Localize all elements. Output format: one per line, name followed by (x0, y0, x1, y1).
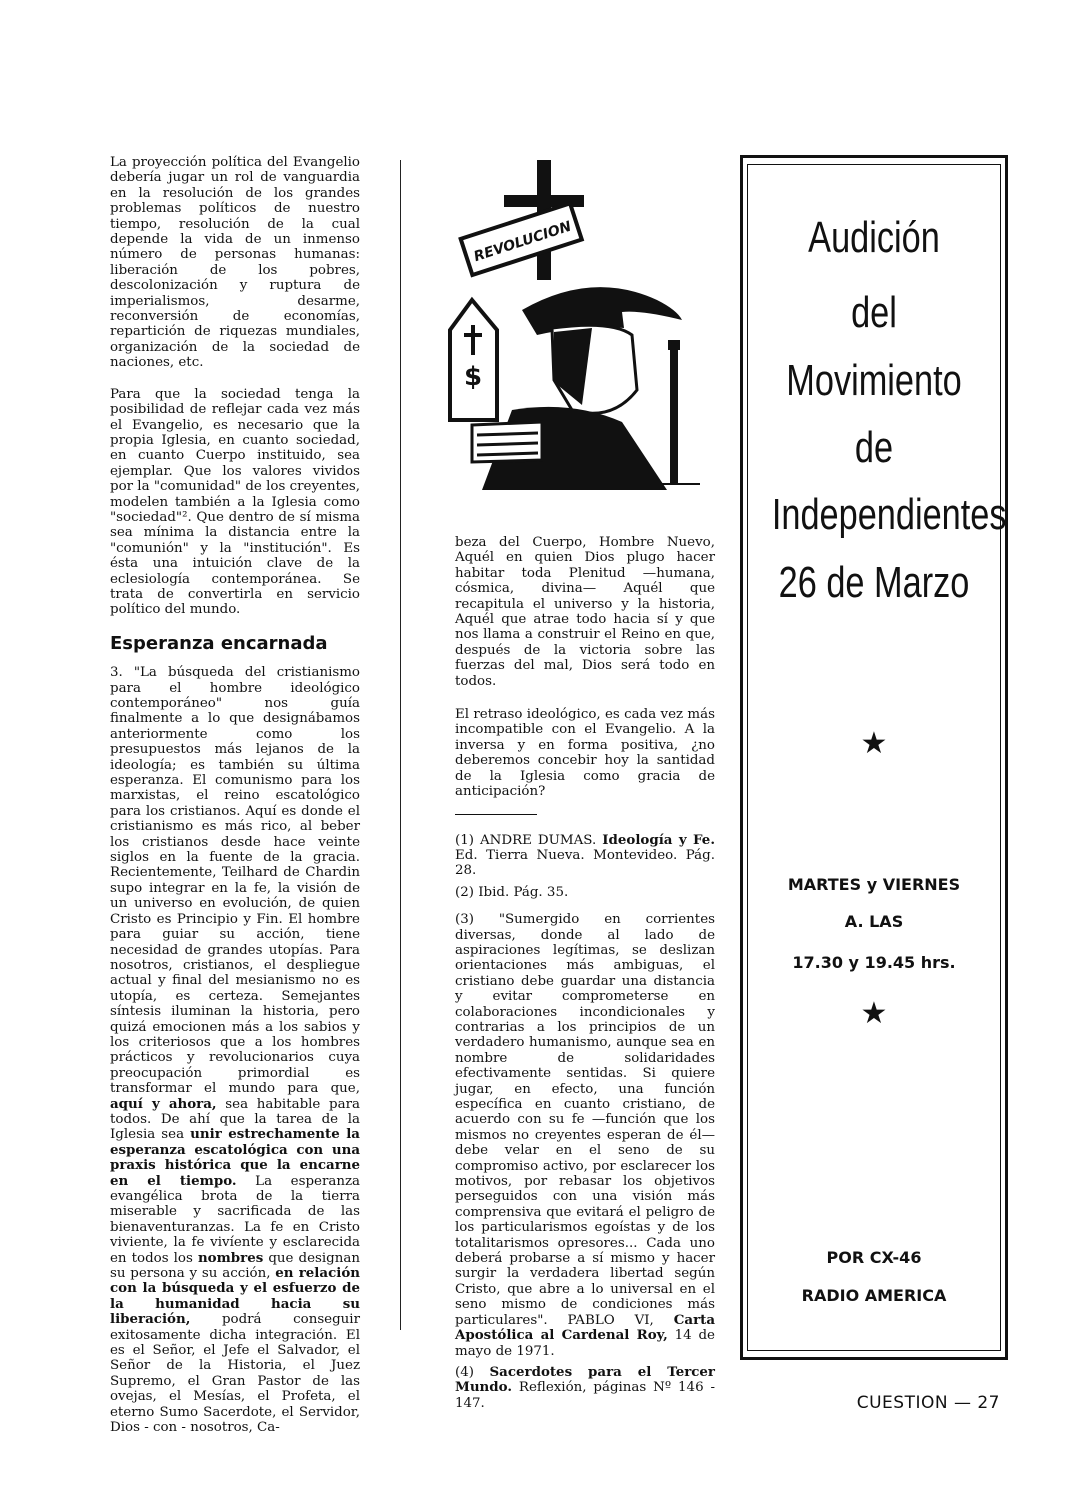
text-run: (4) (455, 1364, 474, 1380)
revolution-illustration (442, 160, 702, 490)
footnote-2: (2) Ibid. Pág. 35. (455, 884, 569, 900)
emphasis: Ideología y Fe. (602, 831, 715, 848)
ad-title-line: de (854, 423, 894, 472)
radio-advertisement (740, 155, 1008, 1360)
text-run: podrá conseguir exitosamente dicha integración. El es el Señor, el Jefe el Salvador, el Señor de la Historia, el Juez Supremo, el Gran Pastor de las ovejas, el Mesías, el Profeta, el eterno Sumo Sacerdote, el Servidor, Dios - con - nosotros, Ca- (110, 1312, 360, 1436)
text-run: 14 de mayo de 1971. (455, 1328, 715, 1359)
emphasis: nombres (197, 1249, 264, 1266)
emphasis: en relación con la búsqueda y el esfuerzo de la humanidad hacia su liberación, (110, 1265, 360, 1328)
text-run: (1) ANDRE DUMAS. (455, 832, 597, 848)
text-run: 3. "La búsqueda del cristianismo para el hombre ideológico contemporáneo" nos guía finalmente a lo que designábamos anteriormente como los presupuestos más lejanos de la ideología; es también su última esperanza. El comunismo para los marxistas, el reino escatológico para los cristianos. Aquí es donde el cristianismo es más rico, al beber los cristianos desde hace veinte siglos en la fuente de la gracia. Recientemente, Teilhard de Chardin supo integrar en la fe, la visión de un universo en evolución, de quien Cristo es Principio y Fin. El hombre para guiar su acción, tiene necesidad de grandes utopías. Para nosotros, cristianos, el despliegue actual y final del mesianismo no es utopía, es certeza. Semejantes síntesis iluminan la historia, pero quizá emocionen más a los sabios y los criteriosos que a los hombres prácticos y revolucionarios cuya preocupación primordial es transformar el mundo para que, (110, 665, 360, 1097)
emphasis: Carta Apostólica al Cardenal Roy, (455, 1311, 716, 1344)
ad-days: MARTES y VIERNES (787, 875, 961, 894)
page-footer: CUESTION — 27 (856, 1393, 1000, 1413)
ad-title-line: Audición (808, 213, 940, 262)
paragraph: Para que la sociedad tenga la posibilidad de reflejar cada vez más el Evangelio, es necesario que la propia Iglesia, en cuanto sociedad, en cuanto Cuerpo instituido, sea ejemplar. Que los valores vividos por la "comunidad" de los creyentes, modelen también a la Iglesia como "sociedad"². Que dentro de sí misma sea mínima la distancia entre la "comunión" y la "institución". Es ésta una intuición clave de la eclesiología contemporánea. Se trata de convertirla en servicio político del mundo. (110, 386, 360, 618)
text-run: sea habitable para todos. De ahí que la tarea de la Iglesia sea (110, 1096, 360, 1143)
ad-at: A. LAS (844, 912, 904, 931)
section-heading: Esperanza encarnada (110, 632, 328, 654)
text-run: Ed. Tierra Nueva. Montevideo. Pág. 28. (455, 847, 715, 879)
text-run: que designan su persona y su acción, (110, 1250, 360, 1282)
text-run: La esperanza evangélica brota de la tierra miserable y sacrificada de las bienaventuranzas. La fe en Cristo viviente, la fe vivíente y esclarecida en todos los (110, 1173, 360, 1266)
column-divider (400, 160, 401, 1330)
text-run: (3) "Sumergido en corrientes diversas, donde al lado de aspiraciones legítimas, se deslizan orientaciones más ambiguas, el cristiano debe guardar una distancia y evitar comprometerse en colaboraciones incondicionales y contrarias a los principios de un verdadero humanismo, aunque sea en nombre de solidaridades efectivamente sentidas. Si quiere jugar, en efecto, una función específica en cuanto cristiano, de acuerdo con su fe —función que los mismos no creyentes esperan de él— debe velar en el seno de su compromiso activo, por esclarecer los motivos, por rebasar los objetivos perseguidos con una visión más comprensiva que evitará el peligro de los particularismos egoístas y de los totalitarismos opresores... Cada uno deberá probarse a sí mismo y hacer surgir la verdadera libertad según Cristo, que abre a lo universal en el seno mismo de condiciones más particulares". PABLO VI, (455, 912, 715, 1328)
ad-title-line: 26 de Marzo (778, 558, 970, 607)
star-icon: ★ (860, 726, 888, 761)
notes-separator (455, 814, 537, 815)
paragraph (110, 665, 360, 1435)
text-run: Reflexión, páginas Nº 146 - 147. (455, 1380, 715, 1411)
paragraph: El retraso ideológico, es cada vez más incompatible con el Evangelio. A la inversa y en forma positiva, ¿no deberemos concebir hoy la santidad de la Iglesia como gracia de anticipación? (455, 707, 715, 800)
article-column-left (110, 155, 360, 1452)
ad-station-name: RADIO AMERICA (801, 1286, 947, 1305)
emphasis: aquí y ahora, (110, 1095, 217, 1112)
illustration-rule (620, 483, 700, 485)
footnote-3 (455, 912, 715, 1359)
emphasis: unir estrechamente la esperanza escatológica con una praxis histórica que la encarne en el tiempo. (110, 1126, 360, 1189)
ad-station-call: POR CX-46 (826, 1248, 922, 1267)
footnote-4 (455, 1365, 715, 1411)
star-icon: ★ (860, 996, 888, 1031)
paragraph: beza del Cuerpo, Hombre Nuevo, Aquél en quien Dios plugo hacer habitar toda Plenitud —humana, cósmica, divina— Aquél que recapitula el universo y la historia, Aquél que atrae todo hacia sí y que nos llama a construir el Reino en que, después de la victoria sobre las fuerzas del mal, Dios será todo en todos. (455, 535, 715, 689)
ad-title-line: Independientes (771, 490, 1007, 539)
ad-title-line: Movimiento (786, 356, 962, 405)
paragraph: La proyección política del Evangelio debería jugar un rol de vanguardia en la resolución de los grandes problemas políticos de nuestro tiempo, resolución de la cual depende la vida de un inmenso número de personas humanas: liberación de los pobres, descolonización y ruptura de imperialismos, desarme, reconversión de economías, repartición de riquezas mundiales, organización de la sociedad de naciones, etc. (110, 155, 360, 371)
ad-title-line: del (851, 288, 897, 337)
footnote-1 (455, 833, 715, 879)
ad-times: 17.30 y 19.45 hrs. (792, 953, 956, 972)
article-column-right (455, 535, 715, 1417)
svg-text:$: $ (463, 362, 483, 392)
emphasis: Sacerdotes para el Tercer Mundo. (455, 1363, 715, 1396)
sign-label: REVOLUCION (471, 218, 574, 266)
